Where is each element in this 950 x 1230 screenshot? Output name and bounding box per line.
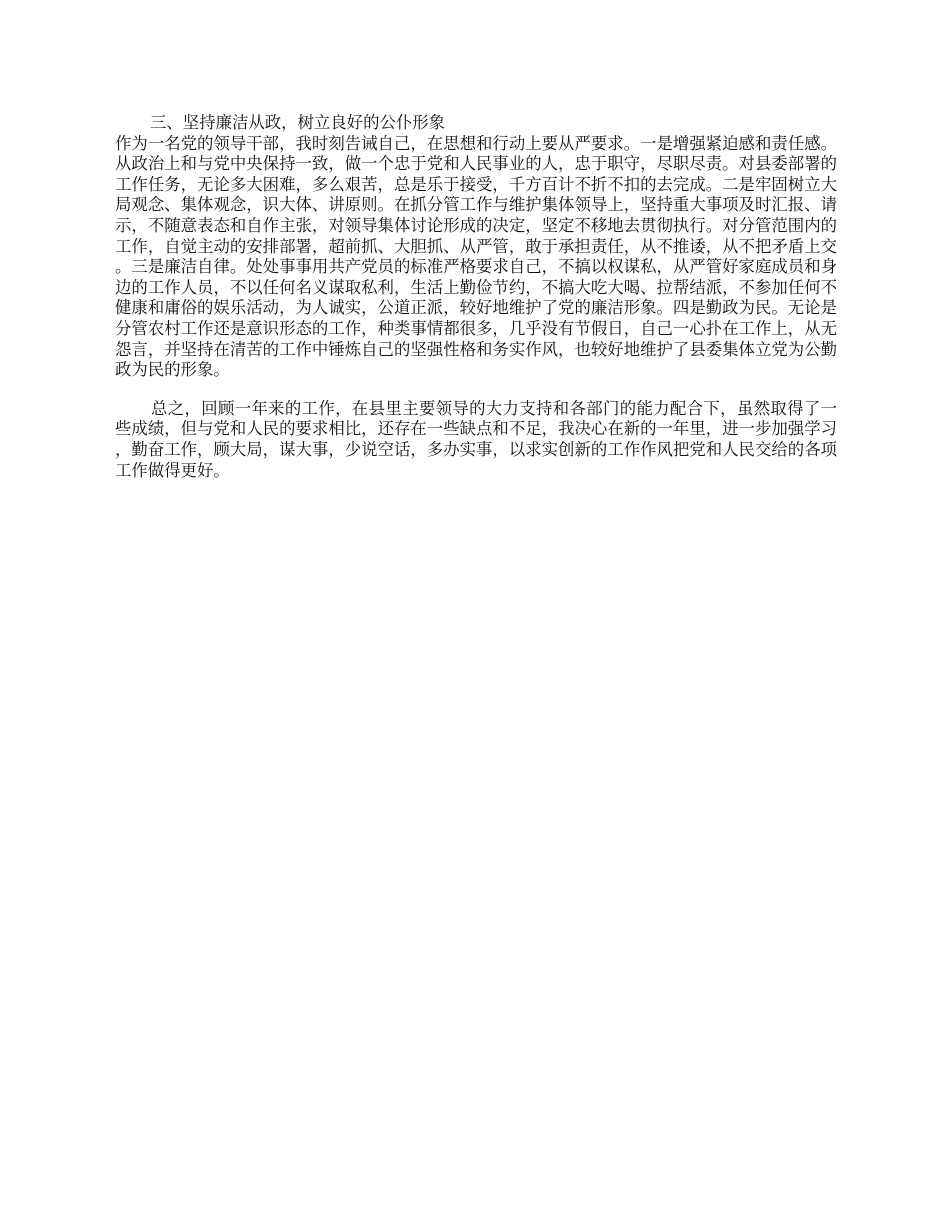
document-page <box>115 113 837 481</box>
section-heading: 三、坚持廉洁从政，树立良好的公仆形象 <box>150 113 446 132</box>
body-paragraph-integrity: 作为一名党的领导干部，我时刻告诫自己，在思想和行动上要从严要求。一是增强紧迫感和责任感。从政治上和与党中央保持一致，做一个忠于党和人民事业的人，忠于职守，尽职尽责。对县委部署的工作任务，无论多大困难，多么艰苦，总是乐于接受，千方百计不折不扣的去完成。二是牢固树立大局观念、集体观念，识大体、讲原则。在抓分管工作与维护集体领导上，坚持重大事项及时汇报、请示，不随意表态和自作主张，对领导集体讨论形成的决定，坚定不移地去贯彻执行。对分管范围内的工作，自觉主动的安排部署，超前抓、大胆抓、从严管，敢于承担责任，从不推诿，从不把矛盾上交。三是廉洁自律。处处事事用共产党员的标准严格要求自己，不搞以权谋私，从严管好家庭成员和身边的工作人员，不以任何名义谋取私利，生活上勤俭节约，不搞大吃大喝、拉帮结派，不参加任何不健康和庸俗的娱乐活动，为人诚实，公道正派，较好地维护了党的廉洁形象。四是勤政为民。无论是分管农村工作还是意识形态的工作，种类事情都很多，几乎没有节假日，自己一心扑在工作上，从无怨言，并坚持在清苦的工作中锤炼自己的坚强性格和务实作风，也较好地维护了县委集体立党为公勤政为民的形象。 <box>115 133 837 380</box>
body-paragraph-summary: 总之，回顾一年来的工作，在县里主要领导的大力支持和各部门的能力配合下，虽然取得了一些成绩，但与党和人民的要求相比，还存在一些缺点和不足，我决心在新的一年里，进一步加强学习，勤奋工作，顾大局，谋大事，少说空话，多办实事，以求实创新的工作作风把党和人民交给的各项工作做得更好。 <box>115 398 837 480</box>
